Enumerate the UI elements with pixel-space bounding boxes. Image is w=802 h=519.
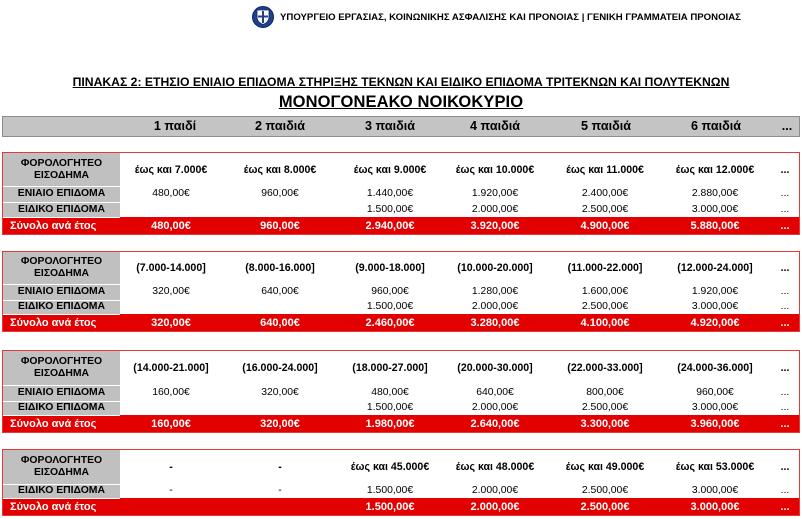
income-value-6: (24.000-36.000] xyxy=(677,362,753,374)
income-value-3: (9.000-18.000] xyxy=(355,262,425,274)
special-row xyxy=(3,484,799,498)
label-separator xyxy=(3,202,120,203)
total-value-4: 2.640,00€ xyxy=(470,417,520,430)
column-header-4: 4 παιδιά xyxy=(470,119,520,133)
total-value-more: ... xyxy=(780,417,790,430)
income-value-2: (16.000-24.000] xyxy=(242,362,318,374)
column-header-more: ... xyxy=(781,119,793,133)
total-value-more: ... xyxy=(780,219,790,232)
special-label: ΕΙΔΙΚΟ ΕΠΙΔΟΜΑ xyxy=(3,202,120,217)
income-value-4: έως και 10.000€ xyxy=(455,163,535,176)
special-value-2 xyxy=(228,300,332,314)
unified-value-6: 1.920,00€ xyxy=(691,286,739,297)
total-value-4: 3.280,00€ xyxy=(470,316,520,329)
income-label: ΦΟΡΟΛΟΓΗΤΕΟ ΕΙΣΟΔΗΜΑ xyxy=(3,450,120,484)
income-value-4: (10.000-20.000] xyxy=(457,262,533,274)
benefit-section-4 xyxy=(2,449,800,516)
income-value-1: - xyxy=(169,461,173,473)
total-value-more: ... xyxy=(780,316,790,329)
special-label: ΕΙΔΙΚΟ ΕΠΙΔΟΜΑ xyxy=(3,484,120,498)
total-value-3: 2.940,00€ xyxy=(365,219,415,232)
total-value-2: 960,00€ xyxy=(260,219,300,232)
special-value-6: 3.000,00€ xyxy=(691,301,739,312)
table-subtitle: ΜΟΝΟΓΟΝΕΑΚΟ ΝΟΙΚΟΚΥΡΙΟ xyxy=(278,93,524,111)
special-value-1: - xyxy=(169,485,173,496)
label-separator xyxy=(3,300,120,301)
total-value-2: 320,00€ xyxy=(260,417,300,430)
label-separator xyxy=(3,314,120,315)
total-value-1 xyxy=(121,498,221,515)
special-value-1 xyxy=(121,300,221,314)
income-value-4: (20.000-30.000] xyxy=(457,362,533,374)
income-value-2: (8.000-16.000] xyxy=(245,262,315,274)
column-header-6: 6 παιδιά xyxy=(691,119,741,133)
total-row xyxy=(3,498,799,515)
special-value-6: 3.000,00€ xyxy=(691,485,739,496)
income-value-6: έως και 53.000€ xyxy=(675,461,755,473)
income-value-3: (18.000-27.000] xyxy=(352,362,428,374)
total-label: Σύνολο ανά έτος xyxy=(3,217,120,234)
column-header-1: 1 παιδί xyxy=(153,119,197,133)
special-value-2 xyxy=(228,202,332,217)
unified-row xyxy=(3,284,799,300)
label-separator xyxy=(3,284,120,285)
special-label: ΕΙΔΙΚΟ ΕΠΙΔΟΜΑ xyxy=(3,300,120,314)
special-value-3: 1.500,00€ xyxy=(366,485,414,496)
total-value-3: 1.980,00€ xyxy=(365,417,415,430)
income-row xyxy=(3,351,799,385)
special-row xyxy=(3,401,799,415)
unified-label: ΕΝΙΑΙΟ ΕΠΙΔΟΜΑ xyxy=(3,284,120,300)
unified-value-1: 160,00€ xyxy=(152,387,190,398)
total-value-5: 4.900,00€ xyxy=(580,219,630,232)
column-header-bar xyxy=(2,116,800,137)
income-label: ΦΟΡΟΛΟΓΗΤΕΟ ΕΙΣΟΔΗΜΑ xyxy=(3,351,120,385)
unified-value-1: 480,00€ xyxy=(152,188,190,199)
income-row xyxy=(3,252,799,284)
unified-value-5: 1.600,00€ xyxy=(581,286,629,297)
income-value-5: έως και 49.000€ xyxy=(565,461,645,473)
income-value-1: (14.000-21.000] xyxy=(133,362,209,374)
income-value-2: έως και 8.000€ xyxy=(243,163,317,176)
unified-value-2: 640,00€ xyxy=(261,286,299,297)
column-header-3: 3 παιδιά xyxy=(365,119,415,133)
benefit-section-3 xyxy=(2,350,800,433)
special-value-5: 2.500,00€ xyxy=(581,203,629,215)
unified-label: ΕΝΙΑΙΟ ΕΠΙΔΟΜΑ xyxy=(3,186,120,202)
total-value-3: 2.460,00€ xyxy=(365,316,415,329)
label-separator xyxy=(3,186,120,187)
total-value-1: 320,00€ xyxy=(151,316,191,329)
unified-value-3: 480,00€ xyxy=(371,387,409,398)
special-value-1 xyxy=(121,202,221,217)
label-separator xyxy=(3,217,120,218)
special-value-4: 2.000,00€ xyxy=(471,203,519,215)
greek-coat-of-arms-icon xyxy=(252,6,274,28)
special-value-5: 2.500,00€ xyxy=(581,485,629,496)
special-value-3: 1.500,00€ xyxy=(366,301,414,312)
special-value-5: 2.500,00€ xyxy=(581,301,629,312)
unified-value-4: 1.280,00€ xyxy=(471,286,519,297)
total-value-6: 3.000,00€ xyxy=(690,500,740,513)
special-value-3: 1.500,00€ xyxy=(366,402,414,413)
total-value-2: 640,00€ xyxy=(260,316,300,329)
total-label: Σύνολο ανά έτος xyxy=(3,314,120,331)
total-value-6: 3.960,00€ xyxy=(690,417,740,430)
ministry-header xyxy=(252,6,741,28)
income-value-more: ... xyxy=(780,461,790,473)
income-label: ΦΟΡΟΛΟΓΗΤΕΟ ΕΙΣΟΔΗΜΑ xyxy=(3,252,120,284)
unified-row xyxy=(3,385,799,401)
income-value-5: έως και 11.000€ xyxy=(566,163,644,176)
total-value-1: 480,00€ xyxy=(151,219,191,232)
unified-value-more: ... xyxy=(780,286,790,297)
special-label: ΕΙΔΙΚΟ ΕΠΙΔΟΜΑ xyxy=(3,401,120,415)
total-row xyxy=(3,415,799,432)
total-value-3: 1.500,00€ xyxy=(365,500,415,513)
unified-value-2: 320,00€ xyxy=(261,387,299,398)
total-value-6: 5.880,00€ xyxy=(690,219,740,232)
special-value-more: ... xyxy=(780,301,790,312)
unified-value-4: 1.920,00€ xyxy=(471,188,519,199)
total-value-4: 2.000,00€ xyxy=(470,500,520,513)
special-value-6: 3.000,00€ xyxy=(691,203,739,215)
unified-value-5: 2.400,00€ xyxy=(581,188,629,199)
total-label: Σύνολο ανά έτος xyxy=(3,415,120,432)
special-value-2 xyxy=(228,401,332,415)
total-value-2 xyxy=(228,498,332,515)
unified-value-6: 2.880,00€ xyxy=(691,188,739,199)
label-separator xyxy=(3,415,120,416)
total-row xyxy=(3,314,799,331)
income-value-4: έως και 48.000€ xyxy=(455,461,535,473)
income-row xyxy=(3,153,799,186)
special-value-6: 3.000,00€ xyxy=(691,402,739,413)
special-value-more: ... xyxy=(780,402,790,413)
income-value-1: έως και 7.000€ xyxy=(134,163,208,176)
income-label: ΦΟΡΟΛΟΓΗΤΕΟ ΕΙΣΟΔΗΜΑ xyxy=(3,153,120,186)
income-value-more: ... xyxy=(780,262,790,274)
total-label: Σύνολο ανά έτος xyxy=(3,498,120,515)
income-value-more: ... xyxy=(780,163,790,176)
total-value-more: ... xyxy=(780,500,790,513)
income-value-more: ... xyxy=(780,362,790,374)
income-value-5: (22.000-33.000] xyxy=(567,362,643,374)
income-value-6: (12.000-24.000] xyxy=(677,262,753,274)
benefit-section-1 xyxy=(2,152,800,235)
special-value-more: ... xyxy=(780,203,790,215)
label-separator xyxy=(3,484,120,485)
unified-value-more: ... xyxy=(780,387,790,398)
ministry-name: ΥΠΟΥΡΓΕΙΟ ΕΡΓΑΣΙΑΣ, ΚΟΙΝΩΝΙΚΗΣ ΑΣΦΑΛΙΣΗΣ ΚΑΙ ΠΡΟΝΟΙΑΣ | ΓΕΝΙΚΗ ΓΡΑΜΜΑΤΕΙΑ ΠΡΟΝΟΙΑΣ xyxy=(280,11,741,23)
table-title: ΠΙΝΑΚΑΣ 2: ΕΤΗΣΙΟ ΕΝΙΑΙΟ ΕΠΙΔΟΜΑ ΣΤΗΡΙΞΗΣ ΤΕΚΝΩΝ ΚΑΙ ΕΙΔΙΚΟ ΕΠΙΔΟΜΑ ΤΡΙΤΕΚΝΩΝ ΚΑΙ ΠΟΛΥΤΕΚΝΩΝ xyxy=(72,75,730,89)
unified-value-3: 960,00€ xyxy=(371,286,409,297)
unified-value-4: 640,00€ xyxy=(476,387,514,398)
special-row xyxy=(3,202,799,217)
label-separator xyxy=(3,498,120,499)
special-value-4: 2.000,00€ xyxy=(471,402,519,413)
total-row xyxy=(3,217,799,234)
unified-label: ΕΝΙΑΙΟ ΕΠΙΔΟΜΑ xyxy=(3,385,120,401)
column-header-5: 5 παιδιά xyxy=(581,119,631,133)
unified-value-5: 800,00€ xyxy=(586,387,624,398)
income-value-2: - xyxy=(278,461,282,473)
unified-value-1: 320,00€ xyxy=(152,286,190,297)
unified-value-6: 960,00€ xyxy=(696,387,734,398)
unified-value-more: ... xyxy=(780,188,790,199)
total-value-1: 160,00€ xyxy=(151,417,191,430)
unified-row xyxy=(3,186,799,202)
column-header-2: 2 παιδιά xyxy=(255,119,305,133)
income-value-3: έως και 9.000€ xyxy=(353,163,427,176)
total-value-5: 2.500,00€ xyxy=(580,500,630,513)
special-value-4: 2.000,00€ xyxy=(471,301,519,312)
label-separator xyxy=(3,385,120,386)
total-value-5: 3.300,00€ xyxy=(580,417,630,430)
special-value-3: 1.500,00€ xyxy=(366,203,414,215)
income-value-5: (11.000-22.000] xyxy=(567,262,643,274)
special-row xyxy=(3,300,799,314)
special-value-2: - xyxy=(278,485,282,496)
total-value-6: 4.920,00€ xyxy=(690,316,740,329)
special-value-more: ... xyxy=(780,485,790,496)
income-value-6: έως και 12.000€ xyxy=(675,163,755,176)
special-value-1 xyxy=(121,401,221,415)
income-value-3: έως και 45.000€ xyxy=(350,461,430,473)
special-value-5: 2.500,00€ xyxy=(581,402,629,413)
total-value-5: 4.100,00€ xyxy=(580,316,630,329)
income-value-1: (7.000-14.000] xyxy=(136,262,206,274)
special-value-4: 2.000,00€ xyxy=(471,485,519,496)
unified-value-2: 960,00€ xyxy=(261,188,299,199)
total-value-4: 3.920,00€ xyxy=(470,219,520,232)
benefit-section-2 xyxy=(2,251,800,332)
income-row xyxy=(3,450,799,484)
unified-value-3: 1.440,00€ xyxy=(366,188,414,199)
label-separator xyxy=(3,401,120,402)
